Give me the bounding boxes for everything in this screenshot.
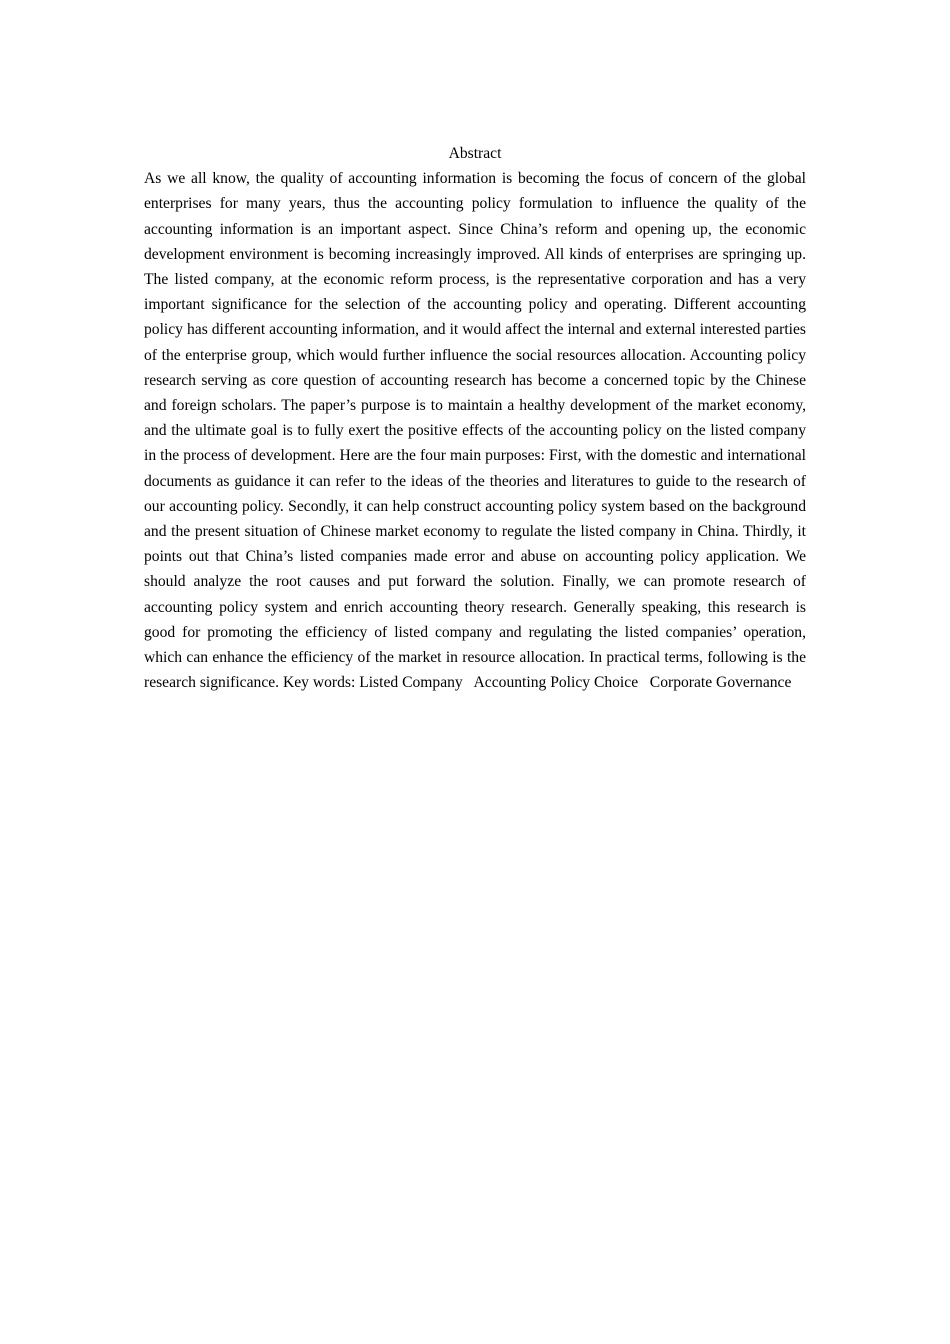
abstract-section	[144, 141, 806, 695]
abstract-title: Abstract	[448, 145, 502, 162]
abstract-body: As we all know, the quality of accounting information is becoming the focus of concern of the global enterprises for many years, thus the accounting policy formulation to influence the quality of the accounting information is an important aspect. Since China’s reform and opening up, the economic development environment is becoming increasingly improved. All kinds of enterprises are springing up. The listed company, at the economic reform process, is the representative corporation and has a very important significance for the selection of the accounting policy and operating. Different accounting policy has different accounting information, and it would affect the internal and external interested parties of the enterprise group, which would further influence the social resources allocation. Accounting policy research serving as core question of accounting research has become a concerned topic by the Chinese and foreign scholars. The paper’s purpose is to maintain a healthy development of the market economy, and the ultimate goal is to fully exert the positive effects of the accounting policy on the listed company in the process of development. Here are the four main purposes: First, with the domestic and international documents as guidance it can refer to the ideas of the theories and literatures to guide to the research of our accounting policy. Secondly, it can help construct accounting policy system based on the background and the present situation of Chinese market economy to regulate the listed company in China. Thirdly, it points out that China’s listed companies made error and abuse on accounting policy application. We should analyze the root causes and put forward the solution. Finally, we can promote research of accounting policy system and enrich accounting theory research. Generally speaking, this research is good for promoting the efficiency of listed company and regulating the listed companies’ operation, which can enhance the efficiency of the market in resource allocation. In practical terms, following is the research significance. Key words: Listed Company Accounting Policy Choice Corporate Governance	[144, 170, 806, 692]
